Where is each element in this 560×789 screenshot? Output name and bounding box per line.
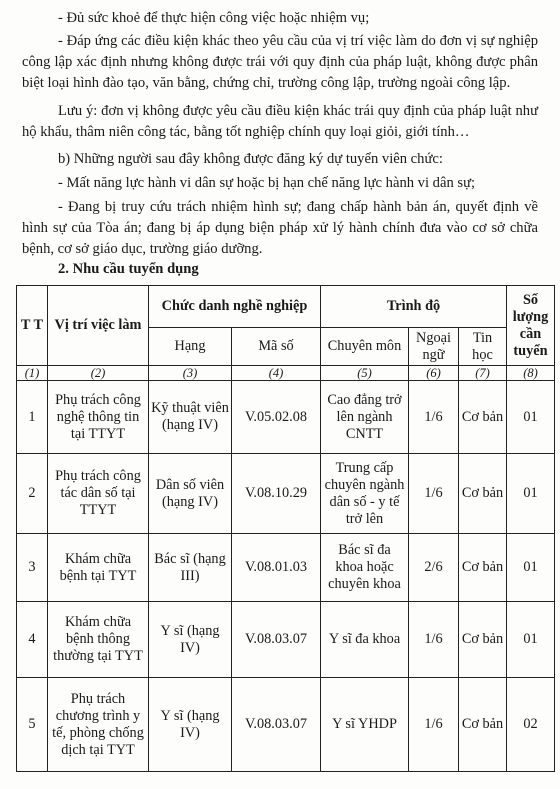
cell-code: V.08.03.07 xyxy=(232,602,321,678)
cell-specialty: Trung cấp chuyên ngành dân số - y tế trở lên xyxy=(321,454,409,534)
cell-code: V.08.03.07 xyxy=(232,678,321,772)
cell-rank: Bác sĩ (hạng III) xyxy=(149,534,232,602)
cell-language: 1/6 xyxy=(409,602,459,678)
cell-specialty: Y sĩ YHDP xyxy=(321,678,409,772)
cell-language: 1/6 xyxy=(409,381,459,454)
index-cell: (2) xyxy=(48,366,149,381)
header-it: Tin học xyxy=(459,328,507,366)
cell-it: Cơ bản xyxy=(459,454,507,534)
table-row xyxy=(17,678,555,772)
header-row-1 xyxy=(17,286,555,328)
cell-specialty: Bác sĩ đa khoa hoặc chuyên khoa xyxy=(321,534,409,602)
cell-position: Khám chữa bệnh thông thường tại TYT xyxy=(48,602,149,678)
cell-position: Phụ trách chương trình y tế, phòng chống dịch tại TYT xyxy=(48,678,149,772)
cell-code: V.08.01.03 xyxy=(232,534,321,602)
cell-position: Phụ trách công nghệ thông tin tại TTYT xyxy=(48,381,149,454)
table-row xyxy=(17,534,555,602)
cell-language: 1/6 xyxy=(409,678,459,772)
cell-it: Cơ bản xyxy=(459,602,507,678)
cell-quota: 01 xyxy=(507,454,555,534)
cell-tt: 2 xyxy=(17,454,48,534)
paragraph-conditions: - Đáp ứng các điều kiện khác theo yêu cầu của vị trí việc làm do đơn vị sự nghiệp công lập xác định nhưng không được trái với quy định của pháp luật, không được phân biệt loại hình đào tạo, văn bằng, chứng chỉ, trường công lập, trường ngoài công lập. xyxy=(22,33,538,91)
header-tt: T T xyxy=(17,286,48,366)
cell-it: Cơ bản xyxy=(459,678,507,772)
index-cell: (6) xyxy=(409,366,459,381)
header-language: Ngoại ngữ xyxy=(409,328,459,366)
cell-code: V.05.02.08 xyxy=(232,381,321,454)
cell-quota: 02 xyxy=(507,678,555,772)
table-row xyxy=(17,602,555,678)
cell-specialty: Cao đẳng trở lên ngành CNTT xyxy=(321,381,409,454)
cell-it: Cơ bản xyxy=(459,534,507,602)
table-row xyxy=(17,381,555,454)
cell-quota: 01 xyxy=(507,534,555,602)
index-cell: (3) xyxy=(149,366,232,381)
header-code: Mã số xyxy=(232,328,321,366)
index-cell: (5) xyxy=(321,366,409,381)
header-level-group: Trình độ xyxy=(321,286,507,328)
header-title-group: Chức danh nghề nghiệp xyxy=(149,286,321,328)
cell-language: 1/6 xyxy=(409,454,459,534)
cell-code: V.08.10.29 xyxy=(232,454,321,534)
cell-rank: Dân số viên (hạng IV) xyxy=(149,454,232,534)
cell-rank: Y sĩ (hạng IV) xyxy=(149,602,232,678)
header-position: Vị trí việc làm xyxy=(48,286,149,366)
table-row xyxy=(17,454,555,534)
index-cell: (7) xyxy=(459,366,507,381)
section-heading: 2. Nhu cầu tuyển dụng xyxy=(58,261,199,277)
index-cell: (1) xyxy=(17,366,48,381)
header-quota: Số lượng cần tuyển xyxy=(507,286,555,366)
cell-rank: Kỹ thuật viên (hạng IV) xyxy=(149,381,232,454)
cell-quota: 01 xyxy=(507,602,555,678)
paragraph-note: Lưu ý: đơn vị không được yêu cầu điều kiện khác trái quy định của pháp luật như hộ khẩu, thâm niên công tác, bằng tốt nghiệp chính quy loại giỏi, giới tính… xyxy=(22,103,538,140)
index-cell: (8) xyxy=(507,366,555,381)
cell-language: 2/6 xyxy=(409,534,459,602)
header-specialty: Chuyên môn xyxy=(321,328,409,366)
cell-rank: Y sĩ (hạng IV) xyxy=(149,678,232,772)
index-cell: (4) xyxy=(232,366,321,381)
recruitment-table xyxy=(16,285,555,772)
cell-quota: 01 xyxy=(507,381,555,454)
index-row xyxy=(17,366,555,381)
cell-position: Phụ trách công tác dân số tại TTYT xyxy=(48,454,149,534)
paragraph-criminal: - Đang bị truy cứu trách nhiệm hình sự; đang chấp hành bản án, quyết định về hình sự của Tòa án; đang bị áp dụng biện pháp xử lý hành chính đưa vào cơ sở chữa bệnh, cơ sở giáo dục, trường giáo dưỡng. xyxy=(22,199,538,257)
cell-tt: 1 xyxy=(17,381,48,454)
header-rank: Hạng xyxy=(149,328,232,366)
cell-it: Cơ bản xyxy=(459,381,507,454)
cell-specialty: Y sĩ đa khoa xyxy=(321,602,409,678)
cell-tt: 4 xyxy=(17,602,48,678)
paragraph-health: - Đủ sức khoẻ để thực hiện công việc hoặc nhiệm vụ; xyxy=(58,10,370,26)
cell-tt: 5 xyxy=(17,678,48,772)
paragraph-exclusions-title: b) Những người sau đây không được đăng ký dự tuyển viên chức: xyxy=(58,151,443,167)
cell-position: Khám chữa bệnh tại TYT xyxy=(48,534,149,602)
cell-tt: 3 xyxy=(17,534,48,602)
paragraph-civil-capacity: - Mất năng lực hành vi dân sự hoặc bị hạn chế năng lực hành vi dân sự; xyxy=(58,175,476,191)
